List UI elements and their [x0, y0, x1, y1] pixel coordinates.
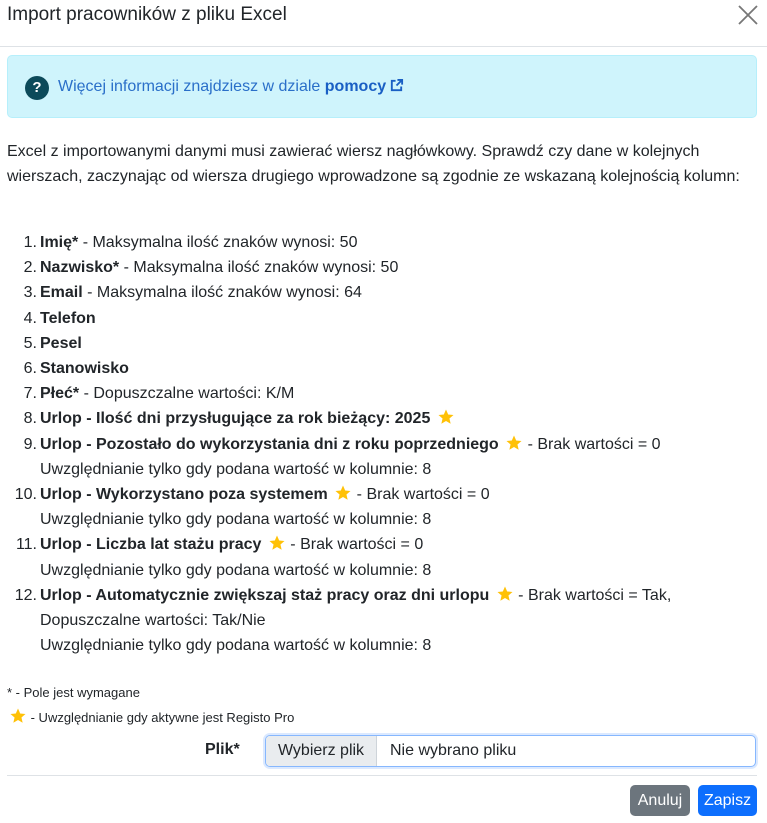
- star-icon: [334, 484, 352, 502]
- star-icon: [496, 585, 514, 603]
- item-number: 11.: [15, 536, 37, 554]
- column-name: Nazwisko*: [40, 259, 120, 277]
- column-name: Pesel: [40, 334, 82, 352]
- column-list-item: [0, 482, 767, 532]
- alert-text: [58, 77, 404, 97]
- item-number: 2.: [23, 259, 37, 277]
- column-description: - Maksymalna ilość znaków wynosi: 50: [78, 234, 358, 251]
- save-button[interactable]: Zapisz: [698, 785, 757, 816]
- close-x-icon: [735, 2, 761, 28]
- question-circle-icon: ?: [25, 76, 49, 100]
- item-number: 12.: [14, 586, 37, 604]
- item-number: 3.: [23, 284, 37, 302]
- column-list-item: [0, 356, 767, 381]
- star-icon: [268, 534, 286, 552]
- column-list-item: [0, 381, 767, 406]
- column-description: - Dopuszczalne wartości: K/M: [79, 385, 295, 403]
- pro-note: [7, 705, 294, 730]
- item-number: 8.: [23, 410, 37, 428]
- footer-divider: [7, 775, 757, 776]
- column-note: Uwzględnianie tylko gdy podana wartość w kolumnie: 8: [40, 511, 432, 529]
- column-list-item: [0, 331, 767, 356]
- column-note: Uwzględnianie tylko gdy podana wartość w kolumnie: 8: [40, 637, 432, 655]
- cancel-button[interactable]: Anuluj: [630, 785, 690, 816]
- help-link[interactable]: [325, 78, 404, 95]
- file-input[interactable]: [265, 735, 756, 767]
- modal-title: Import pracowników z pliku Excel: [7, 4, 287, 25]
- file-name-value: Nie wybrano pliku: [390, 742, 517, 759]
- column-name: Urlop - Wykorzystano poza systemem: [40, 486, 328, 504]
- column-list-item: [0, 432, 767, 482]
- info-alert: [7, 55, 757, 118]
- column-name: Stanowisko: [40, 360, 129, 378]
- column-name: Urlop - Automatycznie zwiększaj staż pracy oraz dni urlopu: [40, 586, 490, 604]
- column-name: Urlop - Pozostało do wykorzystania dni z roku poprzedniego: [40, 435, 499, 453]
- item-number: 6.: [23, 360, 37, 378]
- close-button[interactable]: [735, 2, 761, 28]
- external-link-icon: [389, 78, 404, 93]
- column-note: Dopuszczalne wartości: Tak/Nie: [40, 612, 266, 630]
- help-link-label: pomocy: [324, 78, 387, 95]
- required-note: * - Pole jest wymagane: [7, 685, 140, 700]
- column-description: - Brak wartości = 0: [285, 536, 424, 554]
- column-description: - Maksymalna ilość znaków wynosi: 50: [119, 259, 399, 277]
- item-number: 4.: [23, 309, 37, 327]
- column-list-item: [0, 532, 767, 582]
- column-name: Urlop - Ilość dni przysługujące za rok bieżący: 2025: [40, 410, 431, 428]
- item-number: 5.: [23, 334, 37, 352]
- column-name: Urlop - Liczba lat stażu pracy: [40, 536, 262, 554]
- column-list-item: [0, 406, 767, 431]
- column-list-item: [0, 255, 767, 280]
- intro-text: Excel z importowanymi danymi musi zawierać wiersz nagłówkowy. Sprawdź czy dane w kolejnych wierszach, zaczynając od wiersza drugiego wprowadzone są zgodnie ze wskazaną kolejnością kolumn:: [7, 143, 740, 185]
- column-description: - Brak wartości = Tak,: [513, 586, 672, 604]
- column-list-item: [0, 280, 767, 305]
- pro-note-text: - Uwzględnianie gdy aktywne jest Registo Pro: [27, 710, 295, 725]
- column-description: - Maksymalna ilość znaków wynosi: 64: [82, 284, 362, 302]
- item-number: 1.: [23, 234, 37, 251]
- item-number: 7.: [23, 385, 37, 403]
- item-number: 9.: [23, 435, 37, 453]
- alert-message: Więcej informacji znajdziesz w dziale: [58, 78, 325, 95]
- file-row: [0, 735, 767, 767]
- column-name: Telefon: [40, 309, 96, 327]
- column-name: Płeć*: [40, 385, 80, 403]
- column-description: - Brak wartości = 0: [352, 486, 490, 504]
- column-list-item: [0, 230, 767, 255]
- column-description: - Brak wartości = 0: [523, 435, 661, 453]
- choose-file-button[interactable]: Wybierz plik: [266, 736, 377, 766]
- file-label: Plik*: [205, 741, 240, 758]
- star-icon: [437, 408, 455, 426]
- column-list-item: [0, 306, 767, 331]
- column-note: Uwzględnianie tylko gdy podana wartość w kolumnie: 8: [40, 460, 432, 478]
- column-list-item: [0, 583, 767, 659]
- column-list: [0, 230, 767, 658]
- column-name: Email: [40, 284, 83, 302]
- item-number: 10.: [14, 486, 37, 504]
- legend-notes: [7, 680, 294, 730]
- star-icon: [9, 707, 27, 725]
- star-icon: [505, 434, 523, 452]
- column-name: Imię*: [40, 234, 79, 251]
- modal-header: [0, 0, 767, 47]
- column-note: Uwzględnianie tylko gdy podana wartość w kolumnie: 8: [40, 561, 432, 579]
